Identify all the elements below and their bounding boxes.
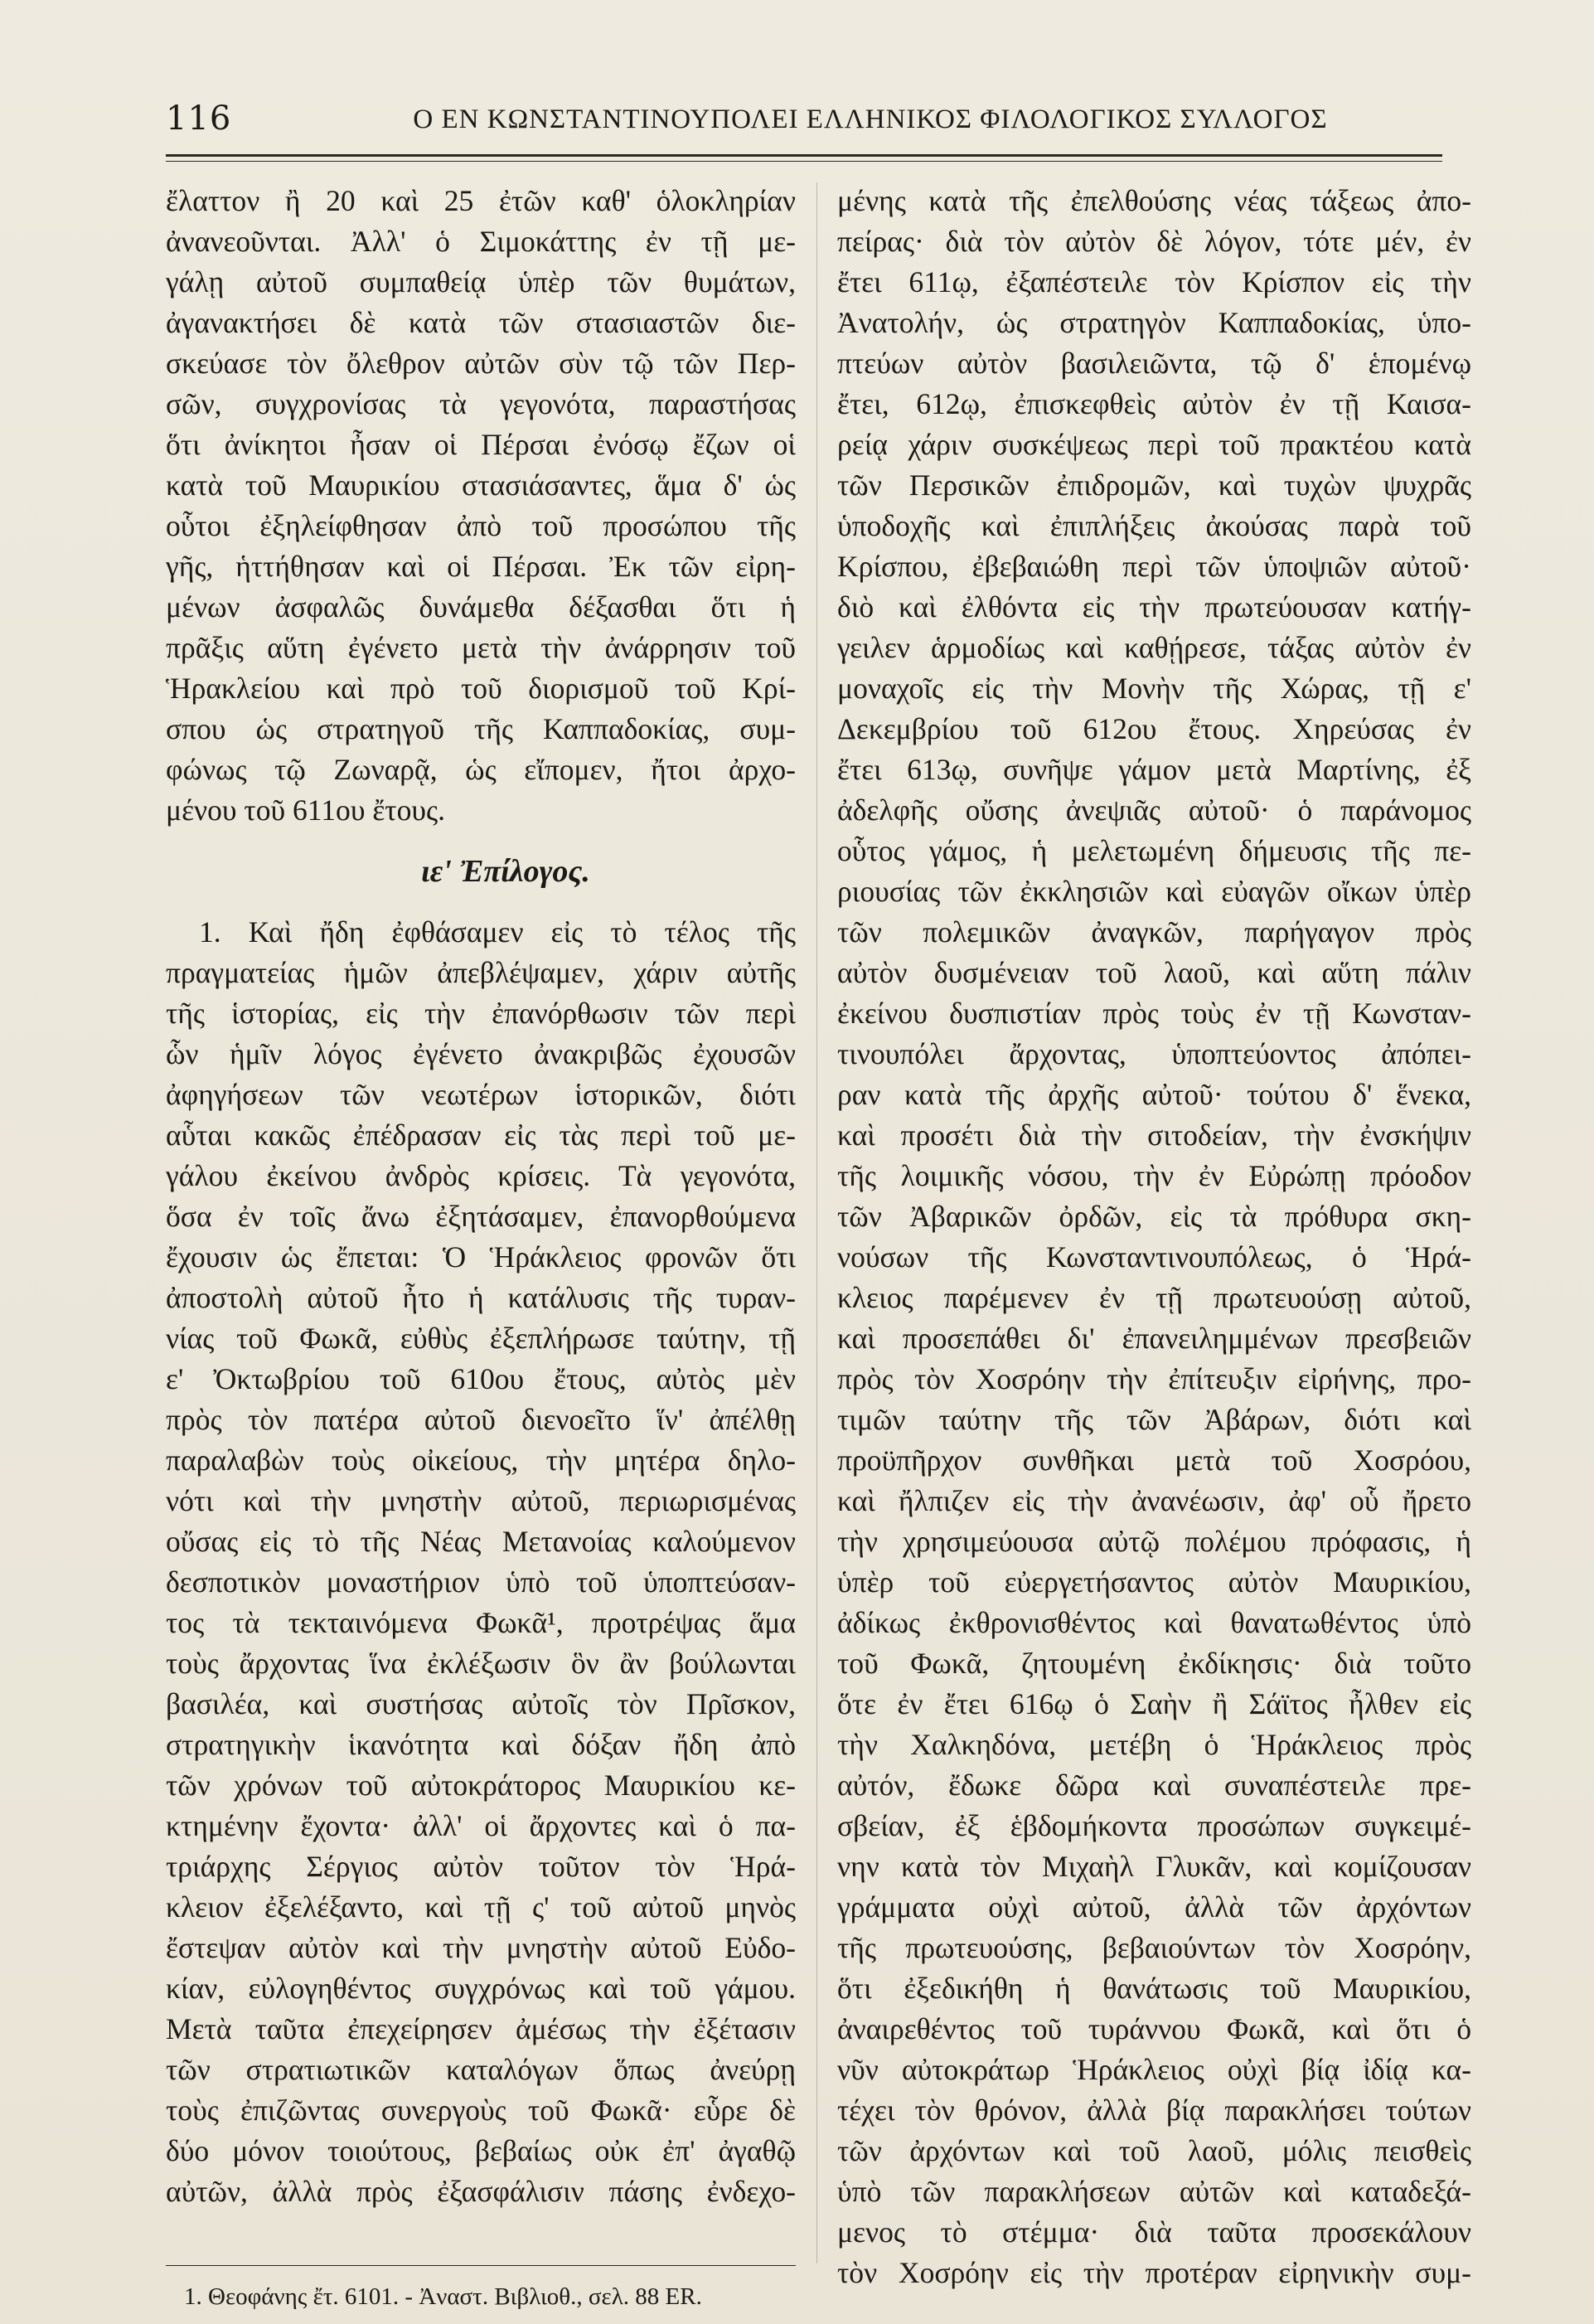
text-line: πτεύων αὐτὸν βασιλειῶντα, τῷ δ' ἑπομένῳ	[837, 347, 1471, 380]
text-line: πρᾶξις αὕτη ἐγένετο μετὰ τὴν ἀνάρρησιν τοῦ	[166, 631, 796, 664]
text-line: γειλεν ἁρμοδίως καὶ καθῄρεσε, τάξας αὐτὸν ἐν	[837, 631, 1471, 664]
text-line: μένων ἀσφαλῶς δυνάμεθα δέξασθαι ὅτι ἡ	[166, 590, 796, 623]
text-line: ὅτι ἐξεδικήθη ἡ θανάτωσις τοῦ Μαυρικίου,	[837, 1972, 1471, 2005]
text-line: κίαν, εὐλογηθέντος συγχρόνως καὶ τοῦ γάμου.	[166, 1972, 796, 2005]
text-line: ἀδίκως ἐκθρονισθέντος καὶ θανατωθέντος ὑπὸ	[837, 1606, 1471, 1639]
text-line: ὑπὸ τῶν παρακλήσεων αὐτῶν καὶ καταδεξά-	[837, 2175, 1471, 2208]
text-line: κατὰ τοῦ Μαυρικίου στασιάσαντες, ἅμα δ' ὡς	[166, 468, 796, 502]
text-line: Δεκεμβρίου τοῦ 612ου ἔτους. Χηρεύσας ἐν	[837, 712, 1471, 745]
text-line: ε' Ὀκτωβρίου τοῦ 610ου ἔτους, αὐτὸς μὲν	[166, 1362, 796, 1395]
text-line: 1. Καὶ ἤδη ἐφθάσαμεν εἰς τὸ τέλος τῆς	[199, 915, 796, 949]
text-line: τῶν στρατιωτικῶν καταλόγων ὅπως ἀνεύρῃ	[166, 2053, 796, 2086]
text-line: τιμῶν ταύτην τῆς τῶν Ἀβάρων, διότι καὶ	[837, 1403, 1471, 1436]
text-line: τὴν Χαλκηδόνα, μετέβη ὁ Ἡράκλειος πρὸς	[837, 1728, 1471, 1761]
text-line: πρὸς τὸν Χοσρόην τὴν ἐπίτευξιν εἰρήνης, προ-	[837, 1362, 1471, 1395]
text-line: ὑπὲρ τοῦ εὐεργετήσαντος αὐτὸν Μαυρικίου,	[837, 1565, 1471, 1599]
footnote-rule	[166, 2265, 796, 2266]
text-line: ὧν ἡμῖν λόγος ἐγένετο ἀνακριβῶς ἐχουσῶν	[166, 1037, 796, 1070]
text-line: δύο μόνον τοιούτους, βεβαίως οὐκ ἐπ' ἀγαθῷ	[166, 2134, 796, 2167]
text-line: σβείαν, ἐξ ἑβδομήκοντα προσώπων συγκειμέ-	[837, 1809, 1471, 1842]
text-line: οὗτοι ἐξηλείφθησαν ἀπὸ τοῦ προσώπου τῆς	[166, 509, 796, 542]
text-line: σπου ὡς στρατηγοῦ τῆς Καππαδοκίας, συμ-	[166, 712, 796, 745]
text-line: διὸ καὶ ἐλθόντα εἰς τὴν πρωτεύουσαν κατήγ-	[837, 590, 1471, 623]
text-line: τοὺς ἄρχοντας ἵνα ἐκλέξωσιν ὃν ἂν βούλωνται	[166, 1647, 796, 1680]
text-line: καὶ ἤλπιζεν εἰς τὴν ἀνανέωσιν, ἀφ' οὗ ἤρετο	[837, 1484, 1471, 1517]
text-line: Ἀνατολήν, ὡς στρατηγὸν Καππαδοκίας, ὑπο-	[837, 306, 1471, 339]
page-header	[166, 93, 1442, 143]
text-line: τοὺς ἐπιζῶντας συνεργοὺς τοῦ Φωκᾶ· εὗρε δὲ	[166, 2094, 796, 2127]
text-line: ὅσα ἐν τοῖς ἄνω ἐξητάσαμεν, ἐπανορθούμενα	[166, 1200, 796, 1233]
left-column	[166, 181, 796, 2212]
text-line: τέχει τὸν θρόνον, ἀλλὰ βίᾳ παρακλήσει τούτων	[837, 2094, 1471, 2127]
text-line: τῆς λοιμικῆς νόσου, τὴν ἐν Εὐρώπῃ πρόοδον	[837, 1159, 1471, 1192]
text-line: γῆς, ἡττήθησαν καὶ οἱ Πέρσαι. Ἐκ τῶν εἰρη-	[166, 550, 796, 583]
text-line: μοναχοῖς εἰς τὴν Μονὴν τῆς Χώρας, τῇ ε'	[837, 672, 1471, 705]
text-line: πείρας· διὰ τὸν αὐτὸν δὲ λόγον, τότε μέν, ἐν	[837, 225, 1471, 258]
text-line: σκεύασε τὸν ὄλεθρον αὐτῶν σὺν τῷ τῶν Περ-	[166, 347, 796, 380]
section-heading: ιε' Ἐπίλογος.	[421, 854, 590, 889]
text-line: καὶ προσέτι διὰ τὴν σιτοδείαν, τὴν ἐνσκήψιν	[837, 1118, 1471, 1152]
text-line: ὅτι ἀνίκητοι ἦσαν οἱ Πέρσαι ἐνόσῳ ἔζων οἱ	[166, 428, 796, 461]
text-line: στρατηγικὴν ἱκανότητα καὶ δόξαν ἤδη ἀπὸ	[166, 1728, 796, 1761]
text-line: ἀδελφῆς οὔσης ἀνεψιᾶς αὐτοῦ· ὁ παράνομος	[837, 793, 1471, 827]
text-line: ἔστεψαν αὐτὸν καὶ τὴν μνηστὴν αὐτοῦ Εὐδο-	[166, 1931, 796, 1964]
text-line: μενος τὸ στέμμα· διὰ ταῦτα προσεκάλουν	[837, 2215, 1471, 2249]
text-line: τὴν χρησιμεύουσα αὐτῷ πολέμου πρόφασις, ἡ	[837, 1525, 1471, 1558]
header-rule	[166, 154, 1442, 162]
text-line: τριάρχης Σέργιος αὐτὸν τοῦτον τὸν Ἡρά-	[166, 1850, 796, 1883]
text-line: νότι καὶ τὴν μνηστὴν αὐτοῦ, περιωρισμένας	[166, 1484, 796, 1517]
column-divider	[816, 182, 817, 2263]
text-line: οὔσας εἰς τὸ τῆς Νέας Μετανοίας καλούμενον	[166, 1525, 796, 1558]
text-line: αὐτῶν, ἀλλὰ πρὸς ἐξασφάλισιν πάσης ἐνδεχο-	[166, 2175, 796, 2208]
text-line: ἔλαττον ἢ 20 καὶ 25 ἐτῶν καθ' ὁλοκληρίαν	[166, 184, 796, 217]
text-line: τῆς ἱστορίας, εἰς τὴν ἐπανόρθωσιν τῶν περὶ	[166, 997, 796, 1030]
text-line: νην κατὰ τὸν Μιχαὴλ Γλυκᾶν, καὶ κομίζουσαν	[837, 1850, 1471, 1883]
text-line: παραλαβὼν τοὺς οἰκείους, τὴν μητέρα δηλο-	[166, 1443, 796, 1477]
text-line: Μετὰ ταῦτα ἐπεχείρησεν ἀμέσως τὴν ἐξέτασιν	[166, 2012, 796, 2045]
text-line: ἔτει, 612ῳ, ἐπισκεφθεὶς αὐτὸν ἐν τῇ Καισα-	[837, 387, 1471, 420]
text-line: τῆς πρωτευούσης, βεβαιούντων τὸν Χοσρόην,	[837, 1931, 1471, 1964]
text-line: μένης κατὰ τῆς ἐπελθούσης νέας τάξεως ἀπο-	[837, 184, 1471, 217]
text-line: Κρίσπου, ἐβεβαιώθη περὶ τῶν ὑποψιῶν αὐτοῦ·	[837, 550, 1471, 583]
text-line: νῦν αὐτοκράτωρ Ἡράκλειος οὐχὶ βίᾳ ἰδίᾳ κα-	[837, 2053, 1471, 2086]
text-line: κλειον ἐξελέξαντο, καὶ τῇ ς' τοῦ αὐτοῦ μηνὸς	[166, 1890, 796, 1924]
text-line: ραν κατὰ τῆς ἀρχῆς αὐτοῦ· τούτου δ' ἕνεκα,	[837, 1078, 1471, 1111]
footnote: 1. Θεοφάνης ἔτ. 6101. - Ἀναστ. Βιβλιοθ., σελ. 88 ER.	[184, 2283, 702, 2310]
text-line: Ἡρακλείου καὶ πρὸ τοῦ διορισμοῦ τοῦ Κρί-	[166, 672, 796, 705]
text-line: τῶν πολεμικῶν ἀναγκῶν, παρήγαγον πρὸς	[837, 915, 1471, 949]
page-number: 116	[166, 99, 232, 138]
text-line: ἔχουσιν ὡς ἔπεται: Ὁ Ἡράκλειος φρονῶν ὅτι	[166, 1240, 796, 1274]
text-line: τῶν Περσικῶν ἐπιδρομῶν, καὶ τυχὼν ψυχρᾶς	[837, 468, 1471, 502]
text-line: ὅτε ἐν ἔτει 616ῳ ὁ Σαὴν ἢ Σάϊτος ἦλθεν εἰς	[837, 1687, 1471, 1720]
text-line: πρὸς τὸν πατέρα αὐτοῦ διενοεῖτο ἵν' ἀπέλθῃ	[166, 1403, 796, 1436]
text-line: ὑποδοχῆς καὶ ἐπιπλήξεις ἀκούσας παρὰ τοῦ	[837, 509, 1471, 542]
text-line: φώνως τῷ Ζωναρᾷ, ὡς εἴπομεν, ἤτοι ἀρχο-	[166, 753, 796, 786]
text-line: ριουσίας τῶν ἐκκλησιῶν καὶ εὐαγῶν οἴκων ὑπὲρ	[837, 875, 1471, 908]
text-line: ἀφηγήσεων τῶν νεωτέρων ἱστορικῶν, διότι	[166, 1078, 796, 1111]
text-line: σῶν, συγχρονίσας τὰ γεγονότα, παραστήσας	[166, 387, 796, 420]
text-line: κτημένην ἔχοντα· ἀλλ' οἱ ἄρχοντες καὶ ὁ πα-	[166, 1809, 796, 1842]
text-line: ἀνανεοῦνται. Ἀλλ' ὁ Σιμοκάττης ἐν τῇ με-	[166, 225, 796, 258]
text-line: γράμματα οὐχὶ αὐτοῦ, ἀλλὰ τῶν ἀρχόντων	[837, 1890, 1471, 1924]
text-line: νίας τοῦ Φωκᾶ, εὐθὺς ἐξεπλήρωσε ταύτην, τῇ	[166, 1322, 796, 1355]
right-column	[837, 181, 1471, 2293]
text-line: τοῦ Φωκᾶ, ζητουμένη ἐκδίκησις· διὰ τοῦτο	[837, 1647, 1471, 1680]
text-line: καὶ προσεπάθει δι' ἐπανειλημμένων πρεσβειῶν	[837, 1322, 1471, 1355]
text-line: γάλῃ αὐτοῦ συμπαθείᾳ ὑπὲρ τῶν θυμάτων,	[166, 265, 796, 298]
text-line: τὸν Χοσρόην εἰς τὴν προτέραν εἰρηνικὴν συμ-	[837, 2256, 1471, 2289]
text-line: ἔτει 613ῳ, συνῆψε γάμον μετὰ Μαρτίνης, ἐξ	[837, 753, 1471, 786]
text-line: ἀγανακτήσει δὲ κατὰ τῶν στασιαστῶν διε-	[166, 306, 796, 339]
text-line: τινουπόλει ἄρχοντας, ὑποπτεύοντος ἀπόπει-	[837, 1037, 1471, 1070]
text-line: ἀναιρεθέντος τοῦ τυράννου Φωκᾶ, καὶ ὅτι ὁ	[837, 2012, 1471, 2045]
text-line: δεσποτικὸν μοναστήριον ὑπὸ τοῦ ὑποπτεύσαν-	[166, 1565, 796, 1599]
text-line: ἐκείνου δυσπιστίαν πρὸς τοὺς ἐν τῇ Κωνσταν-	[837, 997, 1471, 1030]
text-line: νούσων τῆς Κωνσταντινουπόλεως, ὁ Ἡρά-	[837, 1240, 1471, 1274]
text-line: ρείᾳ χάριν συσκέψεως περὶ τοῦ πρακτέου κατὰ	[837, 428, 1471, 461]
text-line: αὐτὸν δυσμένειαν τοῦ λαοῦ, καὶ αὕτη πάλιν	[837, 956, 1471, 989]
text-line: ἔτει 611ῳ, ἐξαπέστειλε τὸν Κρίσπον εἰς τὴν	[837, 265, 1471, 298]
text-line: οὗτος γάμος, ἡ μελετωμένη δήμευσις τῆς πε-	[837, 834, 1471, 867]
text-line: κλειος παρέμενεν ἐν τῇ πρωτευούσῃ αὐτοῦ,	[837, 1281, 1471, 1314]
text-line: τῶν Ἀβαρικῶν ὀρδῶν, εἰς τὰ πρόθυρα σκη-	[837, 1200, 1471, 1233]
text-line: μένου τοῦ 611ου ἔτους.	[166, 793, 445, 827]
text-line: πραγματείας ἡμῶν ἀπεβλέψαμεν, χάριν αὐτῆς	[166, 956, 796, 989]
text-line: βασιλέα, καὶ συστήσας αὐτοῖς τὸν Πρῖσκον,	[166, 1687, 796, 1720]
text-line: προϋπῆρχον συνθῆκαι μετὰ τοῦ Χοσρόου,	[837, 1443, 1471, 1477]
running-title: Ο ΕΝ ΚΩΝΣΤΑΝΤΙΝΟΥΠΟΛΕΙ ΕΛΛΗΝΙΚΟΣ ΦΙΛΟΛΟΓΙΚΟΣ ΣΥΛΛΟΓΟΣ	[413, 104, 1328, 134]
text-line: γάλου ἐκείνου ἀνδρὸς κρίσεις. Τὰ γεγονότα,	[166, 1159, 796, 1192]
text-line: τος τὰ τεκταινόμενα Φωκᾶ¹, προτρέψας ἅμα	[166, 1606, 796, 1639]
text-line: ἀποστολὴ αὐτοῦ ἦτο ἡ κατάλυσις τῆς τυραν-	[166, 1281, 796, 1314]
text-line: τῶν χρόνων τοῦ αὐτοκράτορος Μαυρικίου κε-	[166, 1768, 796, 1802]
text-line: αὐτόν, ἔδωκε δῶρα καὶ συναπέστειλε πρε-	[837, 1768, 1471, 1802]
text-line: τῶν ἀρχόντων καὶ τοῦ λαοῦ, μόλις πεισθεὶς	[837, 2134, 1471, 2167]
text-line: αὗται κακῶς ἐπέδρασαν εἰς τὰς περὶ τοῦ με-	[166, 1118, 796, 1152]
